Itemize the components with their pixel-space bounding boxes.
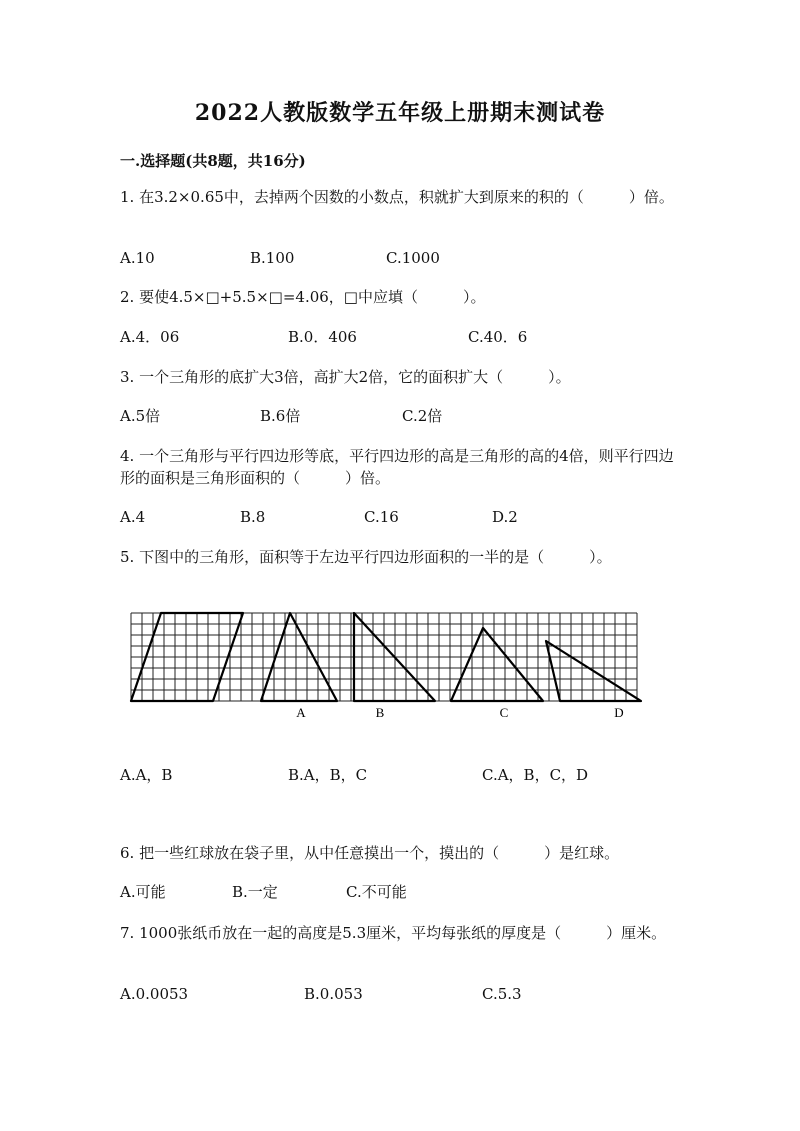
option-b[interactable]: B.0.053 — [304, 985, 363, 1003]
option-b[interactable]: B.8 — [240, 508, 266, 526]
section-heading: 一.选择题(共8题，共16分) — [120, 152, 306, 170]
figure-label-c: C — [499, 705, 509, 720]
question-5-stem: 5. 下图中的三角形，面积等于左边平行四边形面积的一半的是（ ）。 — [120, 548, 612, 566]
option-b[interactable]: B.0．406 — [288, 328, 357, 346]
question-2-stem: 2. 要使4.5×□+5.5×□=4.06，□中应填（ ）。 — [120, 288, 486, 306]
question-4-stem: 4. 一个三角形与平行四边形等底，平行四边形的高是三角形的高的4倍，则平行四边形的面积是三角形面积的（ ）倍。 — [120, 447, 674, 487]
option-c[interactable]: C.40．6 — [468, 328, 528, 346]
option-a[interactable]: A.A，B — [120, 766, 173, 784]
option-d[interactable]: D.2 — [492, 508, 518, 526]
option-c[interactable]: C.A，B，C，D — [482, 766, 589, 784]
option-b[interactable]: B.6倍 — [260, 407, 301, 425]
option-a[interactable]: A.可能 — [120, 883, 166, 901]
option-a[interactable]: A.0.0053 — [120, 985, 189, 1003]
option-c[interactable]: C.不可能 — [346, 883, 407, 901]
option-c[interactable]: C.2倍 — [402, 407, 443, 425]
grid-figure — [126, 608, 666, 728]
option-b[interactable]: B.A，B，C — [288, 766, 368, 784]
option-c[interactable]: C.5.3 — [482, 985, 522, 1003]
option-a[interactable]: A.5倍 — [120, 407, 161, 425]
question-7-stem: 7. 1000张纸币放在一起的高度是5.3厘米，平均每张纸的厚度是（ ）厘米。 — [120, 924, 667, 942]
option-c[interactable]: C.16 — [364, 508, 399, 526]
option-b[interactable]: B.100 — [250, 249, 295, 267]
question-1-stem: 1. 在3.2×0.65中，去掉两个因数的小数点，积就扩大到原来的积的（ ）倍。 — [120, 188, 674, 206]
option-a[interactable]: A.4．06 — [120, 328, 180, 346]
option-c[interactable]: C.1000 — [386, 249, 440, 267]
question-3-stem: 3. 一个三角形的底扩大3倍，高扩大2倍，它的面积扩大（ ）。 — [120, 368, 571, 386]
grid-lines — [131, 613, 637, 701]
question-6-stem: 6. 把一些红球放在袋子里，从中任意摸出一个，摸出的（ ）是红球。 — [120, 844, 620, 862]
figure-label-b: B — [375, 705, 385, 720]
option-a[interactable]: A.4 — [120, 508, 146, 526]
figure-label-a: A — [296, 705, 306, 720]
option-a[interactable]: A.10 — [120, 249, 155, 267]
figure-label-d: D — [614, 705, 624, 720]
option-b[interactable]: B.一定 — [232, 883, 278, 901]
page-title: 2022人教版数学五年级上册期末测试卷 — [194, 100, 606, 126]
